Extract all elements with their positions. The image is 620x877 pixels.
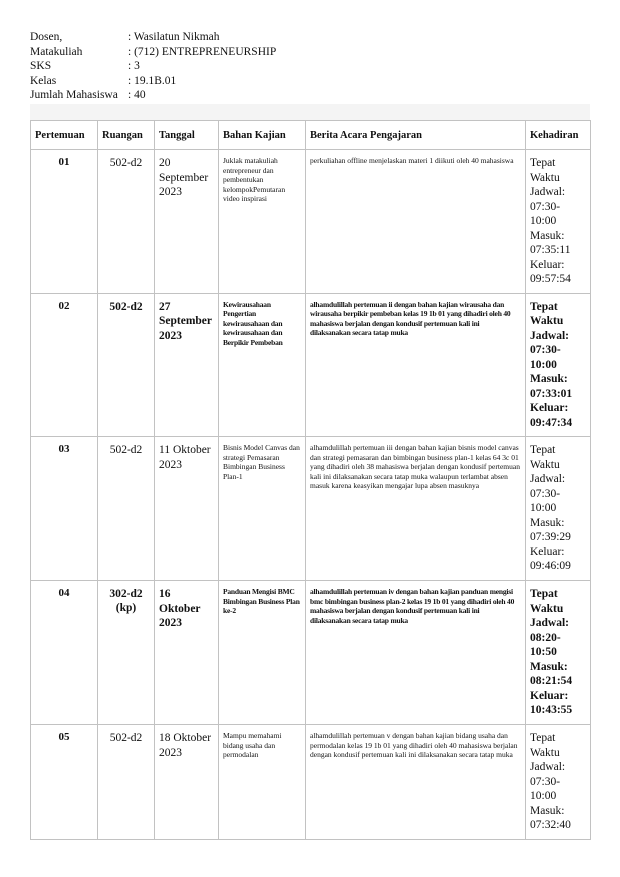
cell-ruangan: 502-d2 — [98, 150, 155, 294]
cell-pertemuan: 04 — [31, 581, 98, 725]
attendance-schedule: Jadwal: 07:30-10:00 — [530, 186, 566, 227]
info-label: Jumlah Mahasiswa — [30, 89, 118, 101]
info-label: Kelas — [30, 74, 57, 87]
table-row — [31, 581, 591, 725]
info-label: SKS — [30, 60, 52, 72]
info-label: Matakuliah — [30, 45, 83, 58]
table-header-row — [31, 121, 591, 150]
info-label: Dosen, — [30, 31, 63, 43]
table-row — [31, 293, 591, 437]
cell-bahan-kajian: Mampu memahami bidang usaha dan permodalan — [219, 725, 306, 840]
cell-ruangan: 502-d2 — [98, 293, 155, 437]
attendance-in: Masuk: 07:33:01 — [530, 373, 573, 400]
cell-kehadiran — [526, 437, 591, 581]
cell-tanggal: 11 Oktober 2023 — [155, 437, 219, 581]
cell-pertemuan: 03 — [31, 437, 98, 581]
cell-tanggal: 20 September 2023 — [155, 150, 219, 294]
attendance-status: Tepat Waktu — [530, 444, 560, 471]
cell-kehadiran — [526, 725, 591, 840]
cell-berita-acara: alhamdulillah pertemuan iii dengan bahan kajian bisnis model canvas dan strategi pemasaran dan bimbingan business plan-1 kelas 64 3c 01 yang dihadiri oleh 38 mahasiswa berjalan dengan kondusif pertemuan kali ini dilaksanakan secara tatap muka walaupun terlambat absen masuk karena keasyikan mengajar lupa absen masuknya — [306, 437, 526, 581]
info-value: : 3 — [128, 60, 140, 72]
col-header-ruangan: Ruangan — [98, 121, 155, 150]
attendance-out: Keluar: 09:46:09 — [530, 545, 571, 572]
attendance-in: Masuk: 07:39:29 — [530, 516, 571, 543]
cell-bahan-kajian: Bisnis Model Canvas dan strategi Pemasaran Bimbingan Business Plan-1 — [219, 437, 306, 581]
attendance-in: Masuk: 07:35:11 — [530, 229, 571, 256]
cell-tanggal: 27 September 2023 — [155, 293, 219, 437]
attendance-in: Masuk: 07:32:40 — [530, 804, 571, 831]
cell-berita-acara: alhamdulillah pertemuan v dengan bahan kajian bidang usaha dan permodalan kelas 19 1b 01 yang dihadiri oleh 40 mahasiswa berjalan dengan kondusif pertemuan kali ini dilaksanakan secara tatap muka — [306, 725, 526, 840]
cell-ruangan: 502-d2 — [98, 437, 155, 581]
info-dosen — [30, 30, 276, 45]
cell-bahan-kajian: Juklak matakuliah entrepreneur dan pembentukan kelompokPemutaran video inspirasi — [219, 150, 306, 294]
cell-pertemuan: 02 — [31, 293, 98, 437]
col-header-tanggal: Tanggal — [155, 121, 219, 150]
attendance-schedule: Jadwal: 08:20-10:50 — [530, 617, 569, 658]
info-value: : Wasilatun Nikmah — [128, 31, 220, 43]
col-header-berita-acara: Berita Acara Pengajaran — [306, 121, 526, 150]
cell-ruangan: 302-d2 (kp) — [98, 581, 155, 725]
attendance-status: Tepat Waktu — [530, 732, 560, 759]
cell-kehadiran — [526, 150, 591, 294]
table-row — [31, 725, 591, 840]
info-value: : 40 — [128, 89, 146, 101]
cell-bahan-kajian: Panduan Mengisi BMC Bimbingan Business Plan ke-2 — [219, 581, 306, 725]
table-row — [31, 150, 591, 294]
cell-berita-acara: perkuliahan offline menjelaskan materi 1 diikuti oleh 40 mahasiswa — [306, 150, 526, 294]
attendance-status: Tepat Waktu — [530, 157, 560, 184]
attendance-out: Keluar: 09:47:34 — [530, 402, 573, 429]
course-info — [30, 30, 276, 103]
table-row — [31, 437, 591, 581]
col-header-bahan-kajian: Bahan Kajian — [219, 121, 306, 150]
attendance-out: Keluar: 09:57:54 — [530, 258, 571, 285]
cell-kehadiran — [526, 293, 591, 437]
info-value: : 19.1B.01 — [128, 74, 177, 87]
cell-berita-acara: alhamdulillah pertemuan ii dengan bahan kajian wirausaha dan wirausaha berpikir pembeban kelas 19 1b 01 yang dihadiri oleh 40 mahasiswa berjalan dengan kondusif pertemuan kali ini dilaksanakan secara tatap muka — [306, 293, 526, 437]
cell-bahan-kajian: Kewirausahaan Pengertian kewirausahaan dan kewirausahaan dan Berpikir Pembeban — [219, 293, 306, 437]
col-header-kehadiran: Kehadiran — [526, 121, 591, 150]
attendance-schedule: Jadwal: 07:30-10:00 — [530, 473, 566, 514]
header-spacer — [30, 104, 590, 120]
cell-ruangan: 502-d2 — [98, 725, 155, 840]
cell-tanggal: 18 Oktober 2023 — [155, 725, 219, 840]
attendance-in: Masuk: 08:21:54 — [530, 660, 573, 687]
cell-berita-acara: alhamdulillah pertemuan iv dengan bahan kajian panduan mengisi bmc bimbingan business plan-2 kelas 19 1b 01 yang dihadiri oleh 40 mahasiswa berjalan dengan kondusif pertemuan kali ini dilaksanakan secara tatap muka — [306, 581, 526, 725]
info-jumlah — [30, 88, 276, 103]
attendance-status: Tepat Waktu — [530, 588, 564, 615]
cell-kehadiran — [526, 581, 591, 725]
attendance-out: Keluar: 10:43:55 — [530, 689, 573, 716]
attendance-schedule: Jadwal: 07:30-10:00 — [530, 761, 566, 802]
info-value: : (712) ENTREPRENEURSHIP — [128, 45, 277, 58]
info-kelas — [30, 74, 276, 89]
info-matakuliah — [30, 45, 276, 60]
schedule-table — [30, 120, 591, 840]
cell-tanggal: 16 Oktober 2023 — [155, 581, 219, 725]
cell-pertemuan: 05 — [31, 725, 98, 840]
info-sks — [30, 59, 276, 74]
attendance-status: Tepat Waktu — [530, 300, 564, 327]
cell-pertemuan: 01 — [31, 150, 98, 294]
attendance-schedule: Jadwal: 07:30-10:00 — [530, 329, 569, 371]
col-header-pertemuan: Pertemuan — [31, 121, 98, 150]
